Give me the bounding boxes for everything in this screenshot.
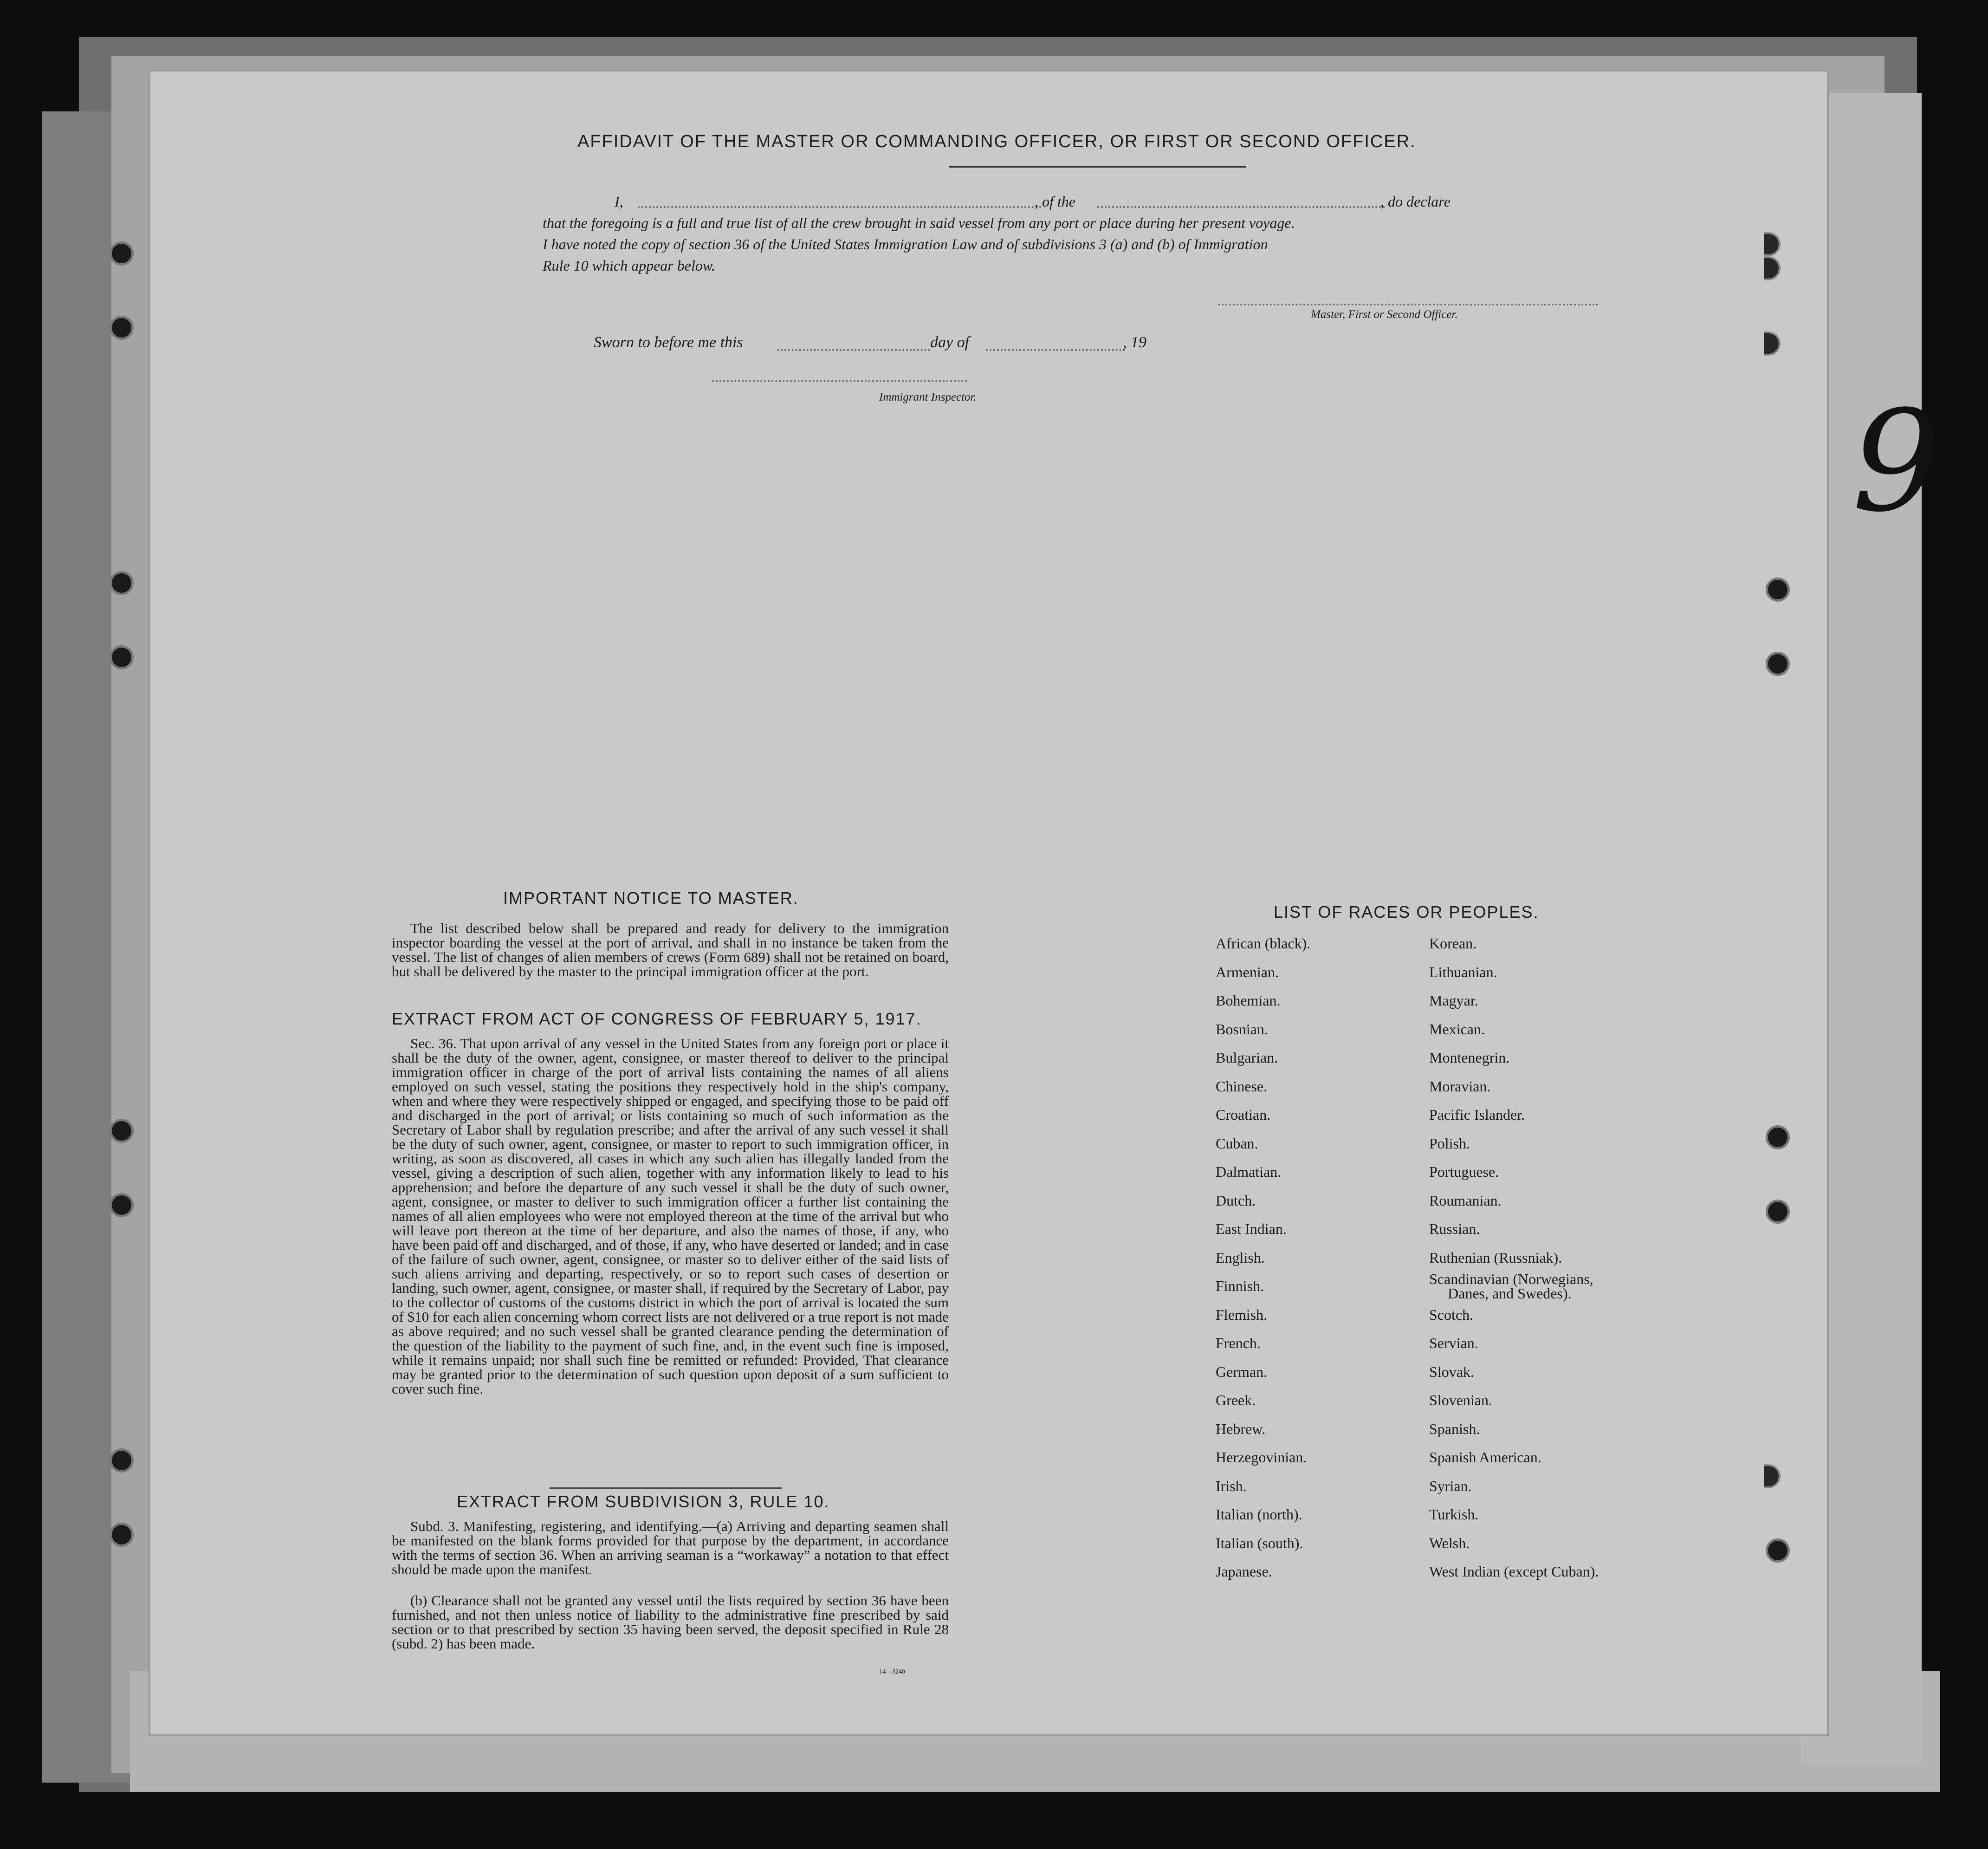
race-item: Croatian. (1216, 1106, 1271, 1123)
race-item: Korean. (1429, 935, 1477, 952)
affidavit-line-4: Rule 10 which appear below. (543, 257, 715, 274)
binder-hole-icon (1766, 577, 1790, 602)
binder-hole-icon (110, 645, 134, 669)
affidavit-of-the: , of the (1035, 193, 1075, 210)
race-item: Irish. (1216, 1477, 1247, 1494)
race-item: Spanish. (1429, 1420, 1480, 1437)
title-rule (949, 166, 1246, 168)
notice-text: The list described below shall be prepared and ready for delivery to the immigration inspector boarding the vessel at the port of arrival, and shall in no instance be taken from the vessel. The list of changes of alien members of crews (Form 689) shall not be retained on board, but shall be delivered by the master to the principal immigration officer at the port. (392, 920, 949, 980)
race-item: Mexican. (1429, 1020, 1485, 1038)
sworn-day-blank (777, 349, 930, 351)
race-item: Ruthenian (Russniak). (1429, 1249, 1562, 1266)
year-prefix: , 19 (1123, 334, 1146, 351)
race-item: German. (1216, 1363, 1268, 1380)
race-item: Spanish American. (1429, 1449, 1541, 1466)
race-item: Italian (south). (1216, 1534, 1303, 1551)
race-item: Lithuanian. (1429, 963, 1497, 980)
races-left-column (1216, 929, 1310, 1586)
race-item: East Indian. (1216, 1220, 1287, 1237)
race-item: Bohemian. (1216, 992, 1281, 1009)
race-item: West Indian (except Cuban). (1429, 1563, 1599, 1580)
race-item: Welsh. (1429, 1534, 1470, 1551)
race-item: Cuban. (1216, 1135, 1258, 1152)
race-item: Magyar. (1429, 992, 1478, 1009)
race-item: Dutch. (1216, 1192, 1256, 1209)
race-item-scandinavian: Scandinavian (Norwegians, (1429, 1271, 1593, 1287)
binder-hole-icon (110, 571, 134, 595)
binder-hole-icon (110, 1523, 134, 1547)
binder-hole-icon (1764, 1464, 1781, 1488)
race-item: Moravian. (1429, 1077, 1491, 1095)
race-item: Slovak. (1429, 1363, 1474, 1380)
extract-rule-title: EXTRACT FROM SUBDIVISION 3, RULE 10. (457, 1492, 830, 1511)
race-item: Scotch. (1429, 1306, 1474, 1323)
sworn-text: Sworn to before me this (594, 334, 743, 351)
binder-hole-icon (1766, 1538, 1790, 1563)
binder-hole-icon (1766, 652, 1790, 676)
rule-para-a: Subd. 3. Manifesting, registering, and identifying.—(a) Arriving and departing seamen shall be manifested on the blank forms provided for that purpose by the department, in accordance with the terms of section 36. When an arriving seaman is a “workaway” a notation to that effect should be made upon the manifest. (392, 1518, 949, 1577)
binder-hole-icon (1766, 1125, 1790, 1149)
race-item: English. (1216, 1249, 1265, 1266)
race-item: Hebrew. (1216, 1420, 1266, 1437)
name-blank (638, 206, 1042, 208)
affidavit-line-2: that the foregoing is a full and true list of all the crew brought in said vessel from any port or place during her present voyage. (543, 214, 1295, 231)
race-item: Slovenian. (1429, 1392, 1492, 1408)
race-item: Russian. (1429, 1220, 1480, 1237)
binder-hole-icon (1766, 1200, 1790, 1224)
master-caption: Master, First or Second Officer. (1311, 308, 1458, 321)
affidavit-do-declare: , do declare (1380, 193, 1451, 210)
race-item: African (black). (1216, 935, 1311, 952)
race-item: Montenegrin. (1429, 1049, 1510, 1066)
binder-hole-icon (1764, 256, 1781, 280)
day-of-text: day of (930, 334, 970, 351)
race-item: Portuguese. (1429, 1163, 1499, 1180)
races-right-column (1429, 929, 1599, 1586)
race-item: Syrian. (1429, 1477, 1472, 1494)
affidavit-title: AFFIDAVIT OF THE MASTER OR COMMANDING OFFICER, OR FIRST OR SECOND OFFICER. (577, 132, 1416, 151)
inspector-signature-line (712, 380, 967, 382)
form-sheet (149, 70, 1829, 1736)
race-item: Flemish. (1216, 1306, 1268, 1323)
race-item: Italian (north). (1216, 1506, 1302, 1523)
race-item: Roumanian. (1429, 1192, 1502, 1209)
notice-title: IMPORTANT NOTICE TO MASTER. (503, 889, 799, 908)
extract-act-text: Sec. 36. That upon arrival of any vessel in the United States from any foreign port or place it shall be the duty of the owner, agent, consignee, or master thereof to deliver to the principal immigration officer in charge of the port of arrival lists containing the names of all aliens employed on such vessel, stating the positions they respectively hold in the ship's company, when and where they were respectively shipped or engaged, and specifying those to be paid off and discharged in the port of arrival; or lists containing so much of such information as the Secretary of Labor shall by regulation prescribe; and after the arrival of any such vessel it shall be the duty of such owner, agent, consignee, or master to report to such immigration officer, in writing, as soon as discovered, all cases in which any such alien has illegally landed from the vessel, giving a description of such alien, together with any information likely to lead to his apprehension; and before the departure of any such vessel it shall be the duty of such owner, agent, consignee, or master to deliver to such immigration officer a further list containing the names of all alien employees who were not employed thereon at the time of the arrival but who will leave port thereon at the time of her departure, and also the names of those, if any, who have been paid off and discharged, and of those, if any, who have deserted or landed; and in case of the failure of such owner, agent, consignee, or master so to deliver either of the said lists of such aliens arriving and departing, respectively, or so to report such cases of desertion or landing, such owner, agent, consignee, or master shall, if required by the Secretary of Labor, pay to the collector of customs of the customs district in which the port of arrival is located the sum of $10 for each alien concerning whom correct lists are not delivered or a true report is not made as above required; and no such vessel shall be granted clearance pending the determination of the question of the liability to the payment of such fine, and, in the event such fine is imposed, while it remains unpaid; nor shall such fine be remitted or refunded: Provided, That clearance may be granted prior to the determination of such question upon deposit of a sum sufficient to cover such fine. (392, 1035, 949, 1397)
handwritten-page-number: 9 (1852, 381, 1941, 543)
extract-rule-rule (550, 1487, 782, 1489)
vessel-blank (1097, 206, 1385, 208)
race-item: Pacific Islander. (1429, 1106, 1525, 1123)
affidavit-line-3: I have noted the copy of section 36 of the United States Immigration Law and of subdivisions 3 (a) and (b) of Immigration (543, 236, 1268, 253)
races-title: LIST OF RACES OR PEOPLES. (1274, 902, 1539, 921)
race-item: Chinese. (1216, 1077, 1268, 1095)
binder-hole-icon (110, 241, 134, 266)
form-number: 14—3240 (879, 1668, 905, 1675)
binder-hole-icon (110, 316, 134, 340)
race-item: Herzegovinian. (1216, 1449, 1307, 1466)
race-item: Bulgarian. (1216, 1049, 1278, 1066)
sworn-month-blank (986, 349, 1125, 351)
race-item-scandinavian-cont: Danes, and Swedes). (1448, 1285, 1572, 1302)
race-item: Servian. (1429, 1335, 1478, 1351)
inspector-caption: Immigrant Inspector. (879, 391, 977, 403)
race-item: Japanese. (1216, 1563, 1272, 1580)
binder-hole-icon (1764, 331, 1781, 356)
race-item: Dalmatian. (1216, 1163, 1282, 1180)
binder-hole-icon (110, 1193, 134, 1217)
affidavit-i: I, (615, 193, 623, 210)
master-signature-line (1218, 304, 1599, 305)
extract-act-title: EXTRACT FROM ACT OF CONGRESS OF FEBRUARY 5, 1917. (392, 1009, 922, 1028)
rule-para-b: (b) Clearance shall not be granted any vessel until the lists required by section 36 have been furnished, and not then unless notice of liability to the administrative fine prescribed by said section or to that prescribed by section 35 having been served, the deposit specified in Rule 28 (subd. 2) has been made. (392, 1592, 949, 1652)
race-item: Bosnian. (1216, 1020, 1268, 1038)
binder-hole-icon (110, 1119, 134, 1143)
race-item: Polish. (1429, 1135, 1470, 1152)
race-item: French. (1216, 1335, 1261, 1351)
binder-hole-icon (110, 1448, 134, 1473)
race-item: Finnish. (1216, 1278, 1264, 1294)
race-item: Greek. (1216, 1392, 1256, 1408)
race-item: Turkish. (1429, 1506, 1479, 1523)
race-item: Armenian. (1216, 963, 1279, 980)
race-item (1429, 1272, 1599, 1301)
binder-hole-icon (1764, 232, 1781, 256)
